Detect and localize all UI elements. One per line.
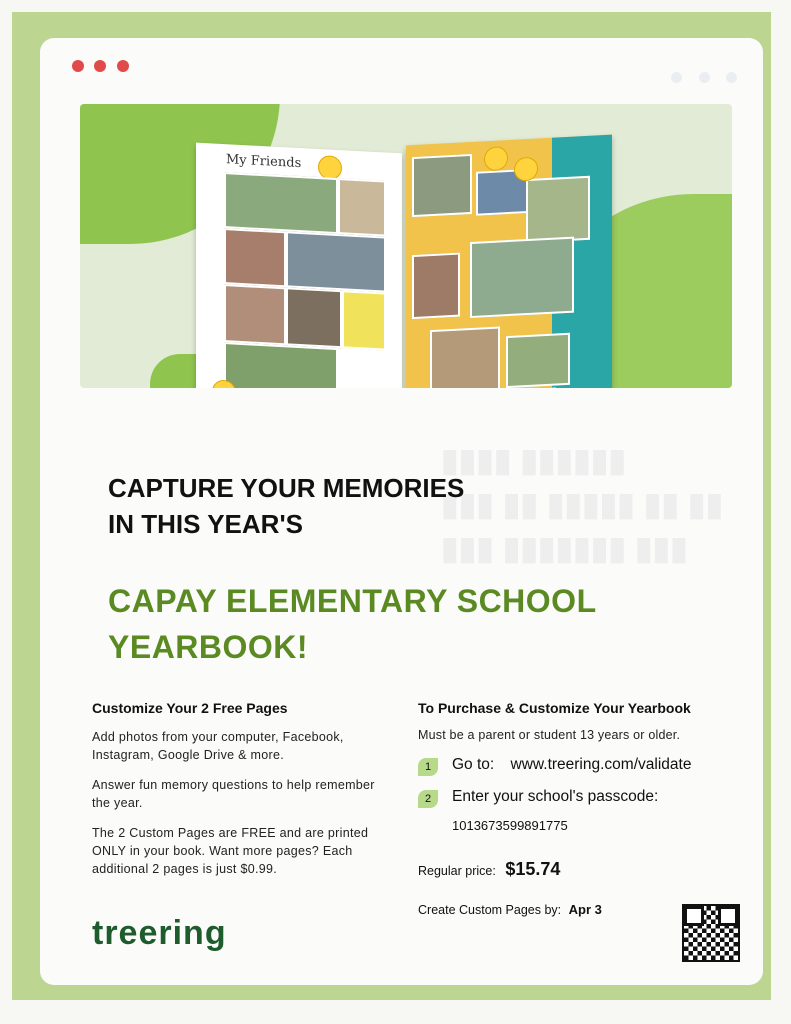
step-text [452,756,691,774]
headline-line: IN THIS YEAR'S [108,509,303,539]
window-dot-icon [72,60,84,72]
school-line: YEARBOOK! [108,629,309,665]
section-paragraph: Add photos from your computer, Facebook, Instagram, Google Drive & more. [92,730,344,762]
step-2 [418,788,748,810]
photo [286,231,386,292]
step-number-badge: 2 [418,790,438,808]
photo [470,237,574,318]
faint-dot-icon [726,72,737,83]
emoji-icon [484,146,508,171]
photo [338,178,386,237]
faint-dot-icon [699,72,710,83]
photo [224,172,338,234]
customize-section [92,700,392,890]
section-heading: To Purchase & Customize Your Yearbook [418,700,691,716]
photo [506,333,570,388]
photo [342,290,386,350]
school-passcode: 1013673599891775 [452,818,568,833]
bleed-through-watermark: ▮▮▮▮▮▮ ▮▮▮▮ ▮▮ ▮▮ ▮▮▮▮▮ ▮▮ ▮▮▮ ▮▮▮ ▮▮▮▮▮▮▮ ▮▮▮ [440,442,723,566]
yearbook-right-page [406,135,612,388]
flyer-card [40,38,763,985]
step-label: Enter your school's passcode: [452,788,659,805]
price-label: Regular price: [418,864,496,878]
purchase-section [418,700,748,917]
photo [224,342,338,388]
yearbook-image [196,140,620,388]
hero-banner [80,104,732,388]
headline-line: CAPTURE YOUR MEMORIES [108,473,465,503]
section-paragraph: Answer fun memory questions to help remember the year. [92,778,375,810]
deadline-date: Apr 3 [568,902,602,917]
qr-code-icon[interactable] [682,904,740,962]
window-dot-icon [94,60,106,72]
eligibility-note: Must be a parent or student 13 years or older. [418,728,681,742]
step-label: Go to: [452,756,495,773]
photo [224,284,286,345]
photo [526,176,590,243]
faint-dots [659,70,737,88]
faint-dot-icon [671,72,682,83]
price-row [418,859,748,880]
headline [108,470,708,542]
step-1 [418,756,748,778]
photo [430,326,500,388]
section-paragraph: The 2 Custom Pages are FREE and are printed ONLY in your book. Want more pages? Each additional 2 pages is just $0.99. [92,826,369,876]
step-number-badge: 1 [418,758,438,776]
photo [412,154,472,217]
school-title [108,578,728,670]
book-page-title: My Friends [226,152,302,172]
deadline-label: Create Custom Pages by: [418,903,562,917]
flyer-frame [12,12,771,1000]
section-heading: Customize Your 2 Free Pages [92,700,288,716]
photo [412,253,460,320]
photo [224,228,286,287]
school-line: CAPAY ELEMENTARY SCHOOL [108,583,597,619]
window-dot-icon [117,60,129,72]
validate-url-link[interactable]: www.treering.com/validate [510,756,692,773]
photo [286,287,342,348]
window-dots [72,59,135,77]
treering-logo: treering [92,914,227,952]
price-value: $15.74 [505,859,561,879]
yearbook-left-page [196,143,402,388]
